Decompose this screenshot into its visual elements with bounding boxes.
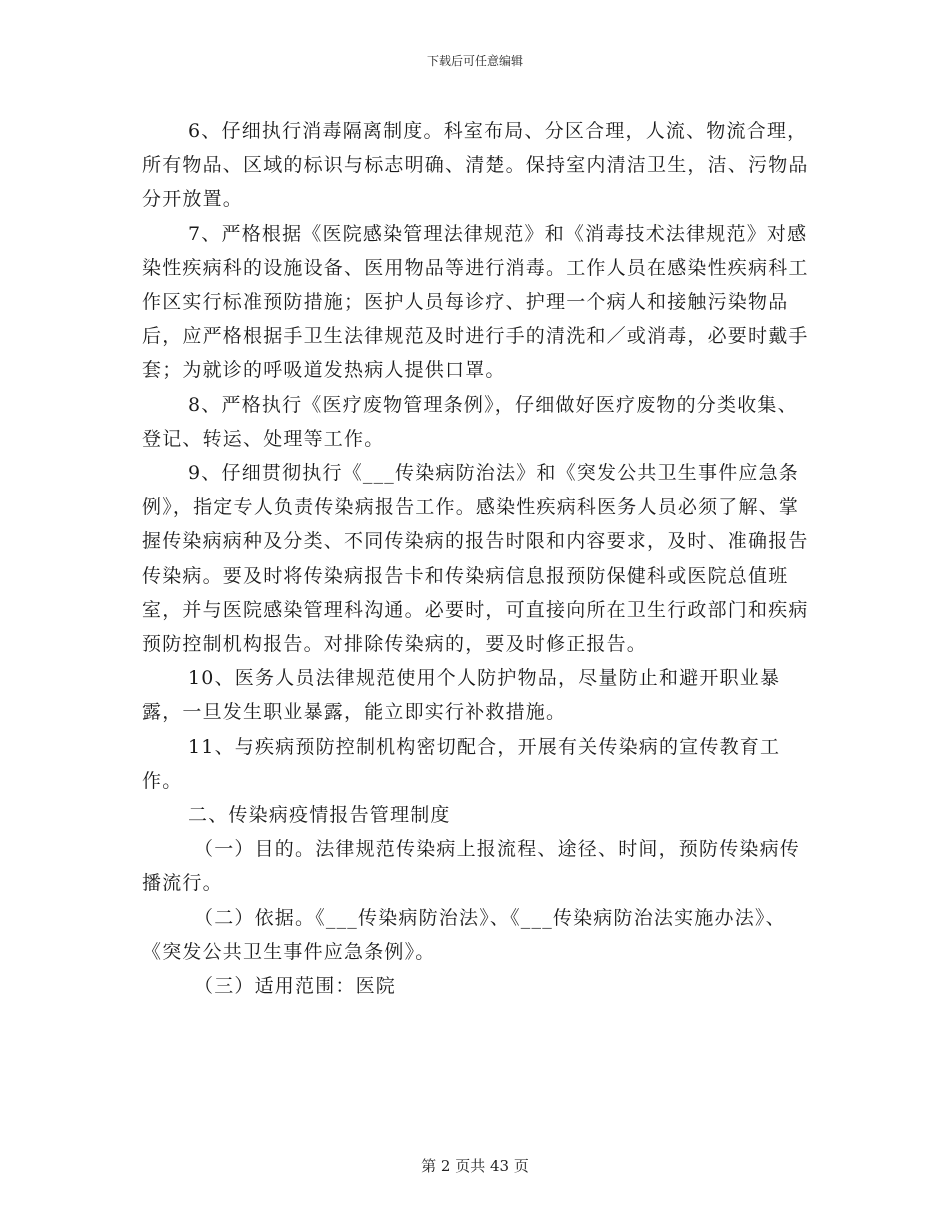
paragraph-item-6: 6、仔细执行消毒隔离制度。科室布局、分区合理，人流、物流合理，所有物品、区域的标识与标志明确、清楚。保持室内清洁卫生，洁、污物品分开放置。 (142, 120, 809, 211)
subsection-purpose: （一）目的。法律规范传染病上报流程、途径、时间，预防传染病传播流行。 (142, 838, 801, 895)
paragraph-item-10: 10、医务人员法律规范使用个人防护物品，尽量防止和避开职业暴露，一旦发生职业暴露，能立即实行补救措施。 (142, 667, 781, 724)
subsection-scope: （三）适用范围：医院 (194, 975, 397, 998)
document-body (142, 114, 810, 1003)
section-heading: 二、传染病疫情报告管理制度 (188, 804, 451, 827)
page-header: 下载后可任意编辑 (426, 54, 523, 68)
paragraph-item-11: 11、与疾病预防控制机构密切配合，开展有关传染病的宣传教育工作。 (142, 735, 781, 792)
paragraph-item-9: 9、仔细贯彻执行《___传染病防治法》和《突发公共卫生事件应急条例》，指定专人负责传染病报告工作。感染性疾病科医务人员必须了解、掌握传染病病种及分类、不同传染病的报告时限和内容要求，及时、准确报告传染病。要及时将传染病报告卡和传染病信息报预防保健科或医院总值班室，并与医院感染管理科沟通。必要时，可直接向所在卫生行政部门和疾病预防控制机构报告。对排除传染病的，要及时修正报告。 (142, 462, 809, 656)
subsection-basis: （二）依据。《___传染病防治法》、《___传染病防治法实施办法》、《突发公共卫生事件应急条例》。 (142, 906, 786, 963)
paragraph-item-7: 7、严格根据《医院感染管理法律规范》和《消毒技术法律规范》对感染性疾病科的设施设备、医用物品等进行消毒。工作人员在感染性疾病科工作区实行标准预防措施；医护人员每诊疗、护理一个病人和接触污染物品后，应严格根据手卫生法律规范及时进行手的清洗和／或消毒，必要时戴手套；为就诊的呼吸道发热病人提供口罩。 (142, 222, 809, 382)
paragraph-item-8: 8、严格执行《医疗废物管理条例》，仔细做好医疗废物的分类收集、登记、转运、处理等工作。 (142, 393, 798, 450)
page-footer: 第 2 页共 43 页 (421, 1157, 529, 1175)
